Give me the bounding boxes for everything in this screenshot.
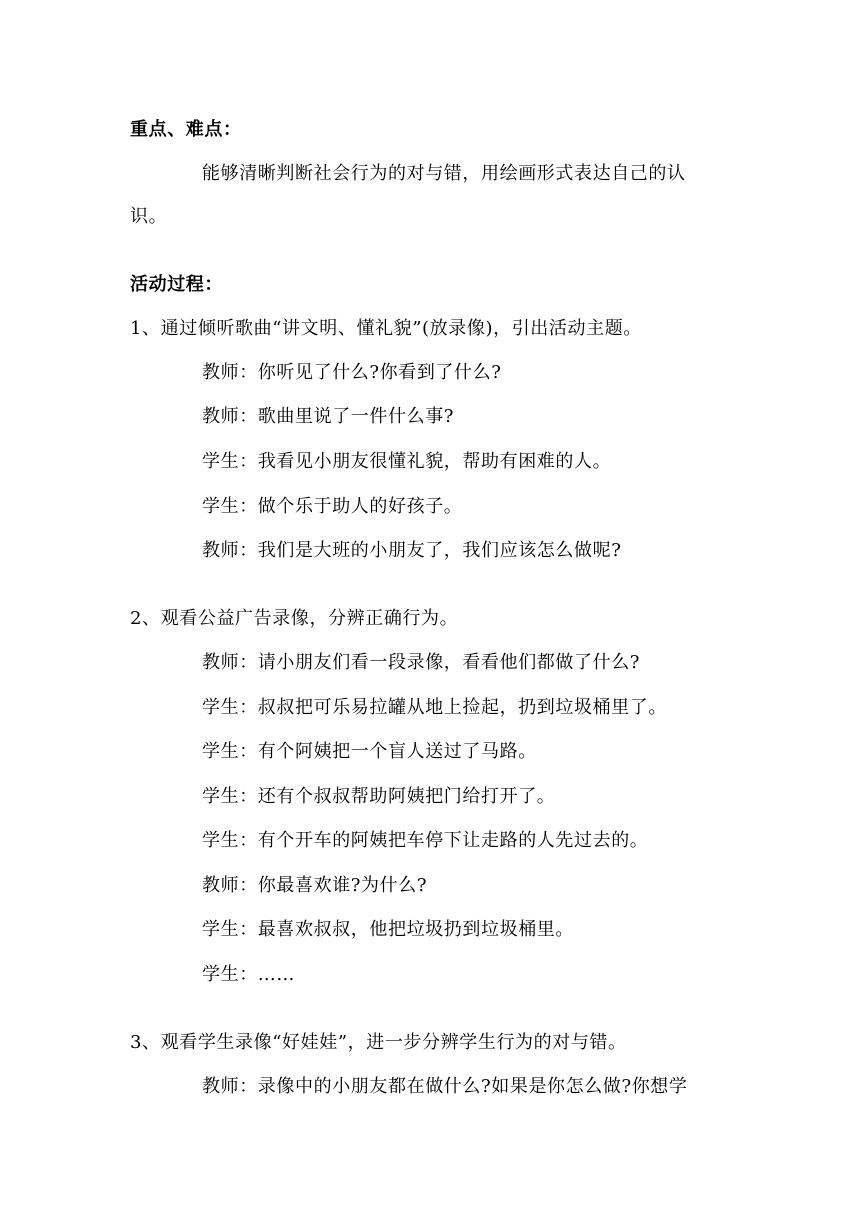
step1-title: 1、通过倾听歌曲“讲文明、懂礼貌”(放录像)，引出活动主题。 (130, 318, 642, 339)
key-points-heading: 重点、难点： (130, 119, 242, 140)
dialogue-line: 教师：请小朋友们看一段录像，看看他们都做了什么? (202, 652, 641, 673)
dialogue-line: 教师：我们是大班的小朋友了，我们应该怎么做呢? (202, 540, 622, 561)
dialogue-line: 学生：最喜欢叔叔，他把垃圾扔到垃圾桶里。 (202, 919, 574, 940)
dialogue-line: 教师：歌曲里说了一件什么事? (202, 406, 455, 427)
dialogue-line: 教师：你最喜欢谁?为什么? (202, 875, 428, 896)
key-points-paragraph-line2: 识。 (130, 206, 168, 227)
dialogue-line: 学生：有个开车的阿姨把车停下让走路的人先过去的。 (202, 830, 649, 851)
key-points-paragraph-line1: 能够清晰判断社会行为的对与错，用绘画形式表达自己的认 (202, 163, 686, 184)
dialogue-line: 学生：叔叔把可乐易拉罐从地上捡起，扔到垃圾桶里了。 (202, 697, 667, 718)
dialogue-line: 学生：我看见小朋友很懂礼貌，帮助有困难的人。 (202, 451, 612, 472)
dialogue-line: 教师：录像中的小朋友都在做什么?如果是你怎么做?你想学 (202, 1076, 688, 1097)
dialogue-line: 学生：做个乐于助人的好孩子。 (202, 496, 463, 517)
dialogue-line: 学生：还有个叔叔帮助阿姨把门给打开了。 (202, 786, 556, 807)
step2-title: 2、观看公益广告录像，分辨正确行为。 (130, 608, 459, 629)
dialogue-line: 学生：…… (202, 964, 295, 985)
dialogue-line: 教师：你听见了什么?你看到了什么? (202, 362, 502, 383)
step3-title: 3、观看学生录像“好娃娃”，进一步分辨学生行为的对与错。 (130, 1032, 627, 1053)
dialogue-line: 学生：有个阿姨把一个盲人送过了马路。 (202, 741, 537, 762)
process-heading: 活动过程： (130, 274, 223, 295)
